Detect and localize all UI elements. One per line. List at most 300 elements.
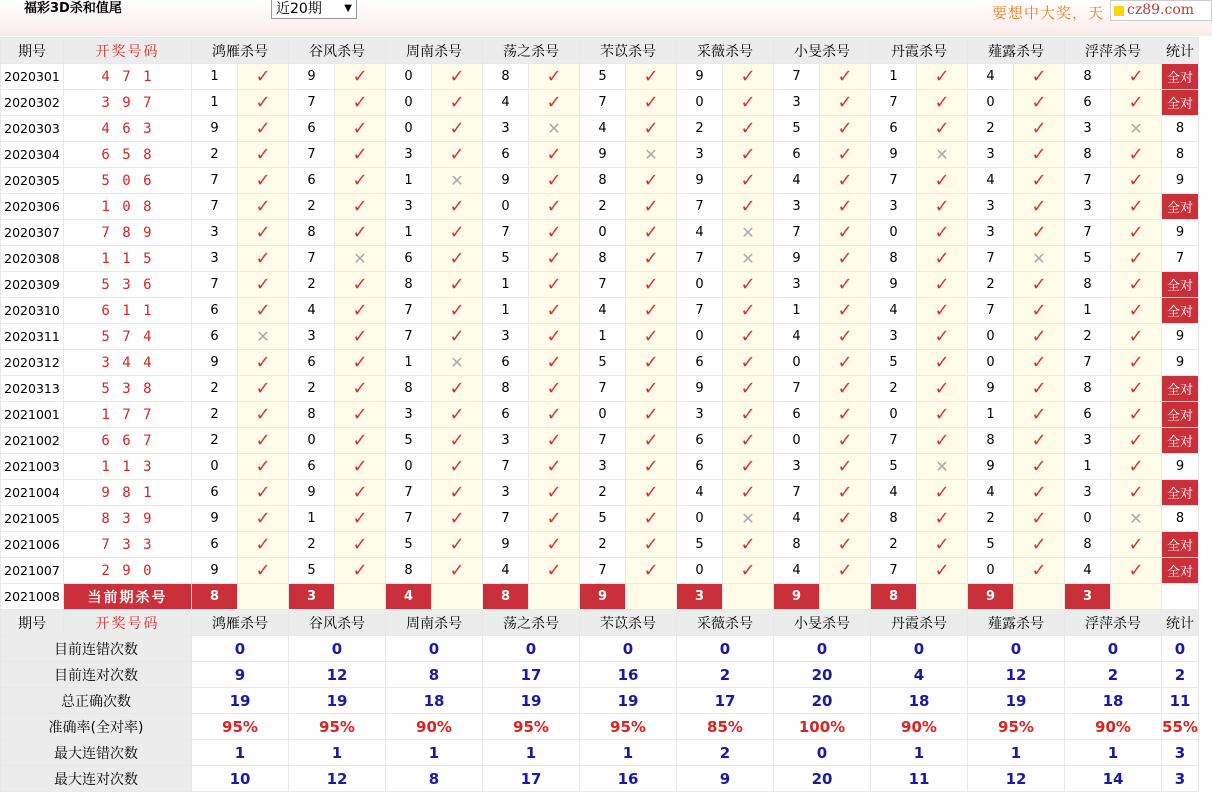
period-cell: 2020303 bbox=[1, 116, 63, 141]
check-icon bbox=[626, 402, 676, 427]
check-icon bbox=[529, 90, 579, 115]
summary-label: 最大连对次数 bbox=[1, 766, 191, 791]
check-icon bbox=[820, 64, 870, 89]
check-icon bbox=[432, 454, 482, 479]
summary-value: 11 bbox=[1162, 688, 1198, 713]
period-cell: 2021004 bbox=[1, 480, 63, 505]
check-icon: ✓ bbox=[255, 560, 271, 581]
check-icon bbox=[1111, 168, 1161, 193]
check-icon bbox=[1014, 90, 1064, 115]
kill-number-cell: 7 bbox=[386, 506, 431, 531]
check-icon: ✓ bbox=[546, 196, 562, 217]
check-icon bbox=[820, 324, 870, 349]
cross-icon bbox=[238, 324, 288, 349]
draw-number-cell: 8 3 9 bbox=[64, 506, 191, 531]
check-icon: ✓ bbox=[643, 326, 659, 347]
kill-number-cell: 2 bbox=[192, 402, 237, 427]
check-icon: ✓ bbox=[837, 144, 853, 165]
kill-number-cell: 2 bbox=[580, 194, 625, 219]
check-icon: ✓ bbox=[449, 118, 465, 139]
summary-value: 0 bbox=[483, 636, 579, 661]
check-icon: ✓ bbox=[255, 222, 271, 243]
check-icon bbox=[820, 402, 870, 427]
column-header: 浮萍杀号 bbox=[1065, 38, 1161, 63]
check-icon bbox=[626, 506, 676, 531]
check-icon: ✓ bbox=[1031, 300, 1047, 321]
check-icon bbox=[238, 220, 288, 245]
check-icon bbox=[917, 480, 967, 505]
kill-number-cell: 0 bbox=[289, 428, 334, 453]
draw-number-cell: 5 3 8 bbox=[64, 376, 191, 401]
check-icon bbox=[335, 324, 385, 349]
summary-value: 100% bbox=[774, 714, 870, 739]
check-icon bbox=[432, 220, 482, 245]
summary-value: 18 bbox=[386, 688, 482, 713]
table-row bbox=[1, 376, 1198, 401]
check-icon bbox=[723, 324, 773, 349]
summary-value: 12 bbox=[968, 766, 1064, 791]
kill-number-cell: 3 bbox=[871, 324, 916, 349]
kill-number-cell: 3 bbox=[580, 454, 625, 479]
kill-number-cell: 7 bbox=[774, 220, 819, 245]
period-cell: 2021007 bbox=[1, 558, 63, 583]
column-header: 统计 bbox=[1162, 38, 1198, 63]
kill-number-cell: 1 bbox=[289, 506, 334, 531]
check-icon bbox=[432, 324, 482, 349]
check-icon bbox=[238, 558, 288, 583]
check-icon: ✓ bbox=[1031, 170, 1047, 191]
check-icon bbox=[1111, 142, 1161, 167]
check-icon bbox=[335, 298, 385, 323]
check-icon bbox=[626, 116, 676, 141]
check-icon bbox=[238, 272, 288, 297]
table-row bbox=[1, 220, 1198, 245]
summary-value: 0 bbox=[774, 636, 870, 661]
stat-cell: 全对 bbox=[1162, 558, 1198, 583]
draw-number-cell: 3 4 4 bbox=[64, 350, 191, 375]
stat-cell: 全对 bbox=[1162, 402, 1198, 427]
kill-number-cell: 3 bbox=[774, 454, 819, 479]
check-icon bbox=[238, 194, 288, 219]
kill-number-cell: 5 bbox=[580, 506, 625, 531]
cross-icon: ✕ bbox=[353, 249, 367, 268]
check-icon bbox=[626, 532, 676, 557]
current-kill-number: 3 bbox=[1065, 584, 1110, 609]
check-icon: ✓ bbox=[1128, 352, 1144, 373]
summary-value: 0 bbox=[871, 636, 967, 661]
period-select[interactable] bbox=[271, 0, 357, 19]
column-header: 期号 bbox=[1, 610, 63, 635]
check-icon bbox=[1014, 64, 1064, 89]
check-icon: ✓ bbox=[352, 326, 368, 347]
check-icon bbox=[529, 506, 579, 531]
check-icon bbox=[1014, 376, 1064, 401]
check-icon bbox=[238, 506, 288, 531]
check-icon: ✓ bbox=[449, 300, 465, 321]
check-icon: ✓ bbox=[643, 456, 659, 477]
empty-cell bbox=[238, 584, 288, 609]
kill-number-cell: 2 bbox=[968, 272, 1013, 297]
column-header: 期号 bbox=[1, 38, 63, 63]
draw-number-cell: 6 1 1 bbox=[64, 298, 191, 323]
check-icon bbox=[1014, 558, 1064, 583]
kill-number-cell: 0 bbox=[1065, 506, 1110, 531]
kill-number-cell: 7 bbox=[580, 90, 625, 115]
check-icon bbox=[723, 428, 773, 453]
kill-number-cell: 6 bbox=[483, 350, 528, 375]
check-icon: ✓ bbox=[546, 170, 562, 191]
check-icon: ✓ bbox=[449, 378, 465, 399]
check-icon bbox=[626, 350, 676, 375]
check-icon bbox=[723, 298, 773, 323]
kill-number-cell: 3 bbox=[192, 246, 237, 271]
column-header: 谷风杀号 bbox=[289, 610, 385, 635]
check-icon bbox=[820, 298, 870, 323]
check-icon bbox=[238, 480, 288, 505]
check-icon bbox=[820, 246, 870, 271]
check-icon: ✓ bbox=[643, 430, 659, 451]
check-icon: ✓ bbox=[837, 430, 853, 451]
summary-value: 12 bbox=[968, 662, 1064, 687]
summary-value: 2 bbox=[1162, 662, 1198, 687]
summary-label: 准确率(全对率) bbox=[1, 714, 191, 739]
check-icon: ✓ bbox=[934, 430, 950, 451]
kill-number-cell: 2 bbox=[968, 116, 1013, 141]
kill-number-cell: 9 bbox=[968, 376, 1013, 401]
check-icon bbox=[529, 350, 579, 375]
check-icon: ✓ bbox=[740, 300, 756, 321]
kill-number-cell: 4 bbox=[774, 168, 819, 193]
check-icon bbox=[1111, 298, 1161, 323]
check-icon: ✓ bbox=[546, 482, 562, 503]
check-icon bbox=[529, 532, 579, 557]
kill-number-cell: 3 bbox=[774, 272, 819, 297]
check-icon: ✓ bbox=[546, 92, 562, 113]
cross-icon: ✕ bbox=[935, 145, 949, 164]
current-kill-number: 3 bbox=[677, 584, 722, 609]
kill-number-cell: 1 bbox=[192, 64, 237, 89]
kill-number-cell: 0 bbox=[386, 90, 431, 115]
check-icon bbox=[1014, 272, 1064, 297]
kill-number-cell: 5 bbox=[580, 350, 625, 375]
check-icon bbox=[335, 220, 385, 245]
kill-number-cell: 3 bbox=[192, 220, 237, 245]
cross-icon bbox=[723, 506, 773, 531]
check-icon: ✓ bbox=[352, 560, 368, 581]
kill-number-cell: 2 bbox=[289, 194, 334, 219]
kill-number-cell: 3 bbox=[677, 402, 722, 427]
kill-number-cell: 6 bbox=[192, 480, 237, 505]
check-icon: ✓ bbox=[352, 144, 368, 165]
summary-value: 1 bbox=[968, 740, 1064, 765]
check-icon: ✓ bbox=[1128, 560, 1144, 581]
kill-number-cell: 9 bbox=[192, 350, 237, 375]
check-icon bbox=[1014, 298, 1064, 323]
kill-number-cell: 0 bbox=[677, 90, 722, 115]
column-header: 开奖号码 bbox=[64, 38, 191, 63]
period-cell: 2020302 bbox=[1, 90, 63, 115]
check-icon bbox=[529, 428, 579, 453]
check-icon: ✓ bbox=[1128, 430, 1144, 451]
check-icon bbox=[1111, 90, 1161, 115]
check-icon: ✓ bbox=[546, 534, 562, 555]
check-icon: ✓ bbox=[1128, 170, 1144, 191]
check-icon: ✓ bbox=[255, 508, 271, 529]
check-icon: ✓ bbox=[546, 222, 562, 243]
cross-icon bbox=[626, 142, 676, 167]
summary-value: 90% bbox=[871, 714, 967, 739]
summary-value: 0 bbox=[386, 636, 482, 661]
summary-value: 2 bbox=[1065, 662, 1161, 687]
stat-cell: 8 bbox=[1162, 142, 1198, 167]
column-header: 丹霞杀号 bbox=[871, 610, 967, 635]
stat-cell: 9 bbox=[1162, 350, 1198, 375]
summary-value: 4 bbox=[871, 662, 967, 687]
kill-number-cell: 7 bbox=[580, 558, 625, 583]
summary-value: 95% bbox=[289, 714, 385, 739]
check-icon bbox=[432, 194, 482, 219]
kill-number-cell: 1 bbox=[386, 350, 431, 375]
kill-number-cell: 9 bbox=[192, 116, 237, 141]
kill-number-cell: 0 bbox=[677, 272, 722, 297]
check-icon bbox=[335, 272, 385, 297]
check-icon: ✓ bbox=[546, 560, 562, 581]
kill-number-cell: 6 bbox=[192, 298, 237, 323]
check-icon bbox=[335, 454, 385, 479]
check-icon bbox=[335, 428, 385, 453]
check-icon: ✓ bbox=[934, 378, 950, 399]
check-icon bbox=[1111, 272, 1161, 297]
kill-number-cell: 1 bbox=[1065, 298, 1110, 323]
table-row bbox=[1, 350, 1198, 375]
kill-number-cell: 4 bbox=[968, 64, 1013, 89]
kill-number-cell: 4 bbox=[774, 558, 819, 583]
kill-number-cell: 6 bbox=[677, 454, 722, 479]
summary-value: 8 bbox=[386, 662, 482, 687]
column-header: 薤露杀号 bbox=[968, 38, 1064, 63]
kill-number-cell: 9 bbox=[289, 480, 334, 505]
kill-number-cell: 7 bbox=[774, 480, 819, 505]
check-icon bbox=[432, 480, 482, 505]
kill-number-cell: 3 bbox=[386, 402, 431, 427]
check-icon: ✓ bbox=[255, 404, 271, 425]
check-icon bbox=[917, 116, 967, 141]
check-icon: ✓ bbox=[643, 66, 659, 87]
check-icon bbox=[820, 454, 870, 479]
empty-cell bbox=[1111, 584, 1161, 609]
kill-number-cell: 2 bbox=[580, 532, 625, 557]
check-icon: ✓ bbox=[934, 482, 950, 503]
kill-number-cell: 6 bbox=[774, 142, 819, 167]
check-icon bbox=[723, 272, 773, 297]
column-header: 周南杀号 bbox=[386, 610, 482, 635]
summary-row bbox=[1, 740, 1198, 765]
empty-cell bbox=[1162, 584, 1198, 609]
check-icon: ✓ bbox=[643, 378, 659, 399]
draw-number-cell: 3 9 7 bbox=[64, 90, 191, 115]
kill-number-cell: 0 bbox=[774, 350, 819, 375]
summary-value: 1 bbox=[483, 740, 579, 765]
check-icon: ✓ bbox=[255, 274, 271, 295]
kill-number-cell: 7 bbox=[677, 298, 722, 323]
check-icon bbox=[238, 376, 288, 401]
check-icon bbox=[238, 246, 288, 271]
check-icon bbox=[723, 376, 773, 401]
kill-number-cell: 9 bbox=[580, 142, 625, 167]
kill-number-cell: 8 bbox=[483, 376, 528, 401]
column-header: 荡之杀号 bbox=[483, 38, 579, 63]
summary-value: 12 bbox=[289, 662, 385, 687]
draw-number-cell: 6 6 7 bbox=[64, 428, 191, 453]
check-icon bbox=[238, 168, 288, 193]
draw-number-cell: 9 8 1 bbox=[64, 480, 191, 505]
check-icon: ✓ bbox=[740, 378, 756, 399]
draw-number-cell: 4 6 3 bbox=[64, 116, 191, 141]
table-row bbox=[1, 298, 1198, 323]
check-icon: ✓ bbox=[1031, 534, 1047, 555]
kill-number-cell: 3 bbox=[483, 116, 528, 141]
check-icon: ✓ bbox=[255, 248, 271, 269]
check-icon: ✓ bbox=[546, 430, 562, 451]
empty-cell bbox=[723, 584, 773, 609]
cross-icon: ✕ bbox=[547, 119, 561, 138]
check-icon bbox=[529, 142, 579, 167]
table-row bbox=[1, 64, 1198, 89]
cross-icon bbox=[432, 168, 482, 193]
kill-number-cell: 8 bbox=[774, 532, 819, 557]
check-icon: ✓ bbox=[1031, 92, 1047, 113]
column-header: 小旻杀号 bbox=[774, 610, 870, 635]
table-row bbox=[1, 246, 1198, 271]
check-icon bbox=[723, 168, 773, 193]
kill-number-cell: 0 bbox=[968, 558, 1013, 583]
table-row bbox=[1, 506, 1198, 531]
summary-value: 95% bbox=[192, 714, 288, 739]
check-icon: ✓ bbox=[934, 222, 950, 243]
kill-number-cell: 6 bbox=[871, 116, 916, 141]
check-icon bbox=[1014, 194, 1064, 219]
kill-number-cell: 6 bbox=[192, 324, 237, 349]
check-icon: ✓ bbox=[643, 170, 659, 191]
check-icon: ✓ bbox=[1031, 508, 1047, 529]
table-row bbox=[1, 428, 1198, 453]
kill-number-cell: 7 bbox=[386, 324, 431, 349]
kill-number-cell: 9 bbox=[871, 142, 916, 167]
check-icon bbox=[335, 350, 385, 375]
check-icon: ✓ bbox=[740, 66, 756, 87]
check-icon bbox=[626, 246, 676, 271]
check-icon: ✓ bbox=[449, 534, 465, 555]
check-icon: ✓ bbox=[352, 274, 368, 295]
check-icon: ✓ bbox=[1031, 456, 1047, 477]
cross-icon bbox=[335, 246, 385, 271]
check-icon: ✓ bbox=[643, 508, 659, 529]
period-cell: 2020306 bbox=[1, 194, 63, 219]
check-icon bbox=[1014, 142, 1064, 167]
kill-number-cell: 5 bbox=[677, 532, 722, 557]
check-icon: ✓ bbox=[643, 222, 659, 243]
check-icon bbox=[917, 402, 967, 427]
check-icon: ✓ bbox=[934, 352, 950, 373]
check-icon bbox=[1111, 480, 1161, 505]
cross-icon: ✕ bbox=[450, 353, 464, 372]
check-icon bbox=[335, 532, 385, 557]
summary-value: 0 bbox=[580, 636, 676, 661]
stat-cell: 9 bbox=[1162, 324, 1198, 349]
check-icon bbox=[238, 298, 288, 323]
check-icon bbox=[432, 116, 482, 141]
check-icon: ✓ bbox=[934, 508, 950, 529]
check-icon bbox=[1014, 506, 1064, 531]
check-icon bbox=[626, 194, 676, 219]
kill-number-cell: 7 bbox=[968, 246, 1013, 271]
kill-number-cell: 7 bbox=[192, 168, 237, 193]
check-icon bbox=[917, 64, 967, 89]
kill-number-cell: 3 bbox=[1065, 428, 1110, 453]
period-cell: 2020312 bbox=[1, 350, 63, 375]
kill-number-cell: 8 bbox=[1065, 376, 1110, 401]
check-icon: ✓ bbox=[837, 248, 853, 269]
check-icon: ✓ bbox=[1031, 118, 1047, 139]
cross-icon bbox=[1014, 246, 1064, 271]
check-icon: ✓ bbox=[352, 508, 368, 529]
check-icon bbox=[529, 220, 579, 245]
draw-number-cell: 2 9 0 bbox=[64, 558, 191, 583]
check-icon: ✓ bbox=[837, 66, 853, 87]
kill-number-cell: 9 bbox=[483, 532, 528, 557]
kill-number-cell: 2 bbox=[192, 376, 237, 401]
check-icon bbox=[917, 558, 967, 583]
kill-number-cell: 3 bbox=[1065, 480, 1110, 505]
check-icon: ✓ bbox=[837, 404, 853, 425]
logo-square-icon bbox=[1114, 6, 1124, 16]
summary-value: 1 bbox=[871, 740, 967, 765]
check-icon: ✓ bbox=[740, 352, 756, 373]
kill-number-cell: 0 bbox=[677, 558, 722, 583]
kill-number-cell: 8 bbox=[386, 558, 431, 583]
check-icon bbox=[626, 428, 676, 453]
kill-number-cell: 1 bbox=[483, 272, 528, 297]
check-icon: ✓ bbox=[1031, 430, 1047, 451]
check-icon bbox=[335, 506, 385, 531]
check-icon: ✓ bbox=[352, 222, 368, 243]
table-row bbox=[1, 194, 1198, 219]
draw-number-cell: 6 5 8 bbox=[64, 142, 191, 167]
kill-number-cell: 3 bbox=[1065, 194, 1110, 219]
summary-value: 1 bbox=[386, 740, 482, 765]
kill-number-cell: 7 bbox=[1065, 220, 1110, 245]
kill-number-cell: 9 bbox=[677, 64, 722, 89]
summary-row bbox=[1, 766, 1198, 791]
check-icon: ✓ bbox=[1031, 222, 1047, 243]
check-icon: ✓ bbox=[934, 66, 950, 87]
check-icon bbox=[1014, 350, 1064, 375]
check-icon bbox=[432, 90, 482, 115]
check-icon: ✓ bbox=[740, 482, 756, 503]
site-badge[interactable] bbox=[1110, 0, 1212, 21]
check-icon: ✓ bbox=[1031, 560, 1047, 581]
check-icon: ✓ bbox=[934, 196, 950, 217]
kill-number-cell: 1 bbox=[1065, 454, 1110, 479]
kill-number-cell: 0 bbox=[968, 90, 1013, 115]
check-icon: ✓ bbox=[546, 274, 562, 295]
check-icon: ✓ bbox=[1128, 534, 1144, 555]
check-icon bbox=[626, 90, 676, 115]
check-icon: ✓ bbox=[837, 274, 853, 295]
check-icon: ✓ bbox=[449, 404, 465, 425]
check-icon: ✓ bbox=[740, 196, 756, 217]
kill-number-cell: 7 bbox=[289, 246, 334, 271]
